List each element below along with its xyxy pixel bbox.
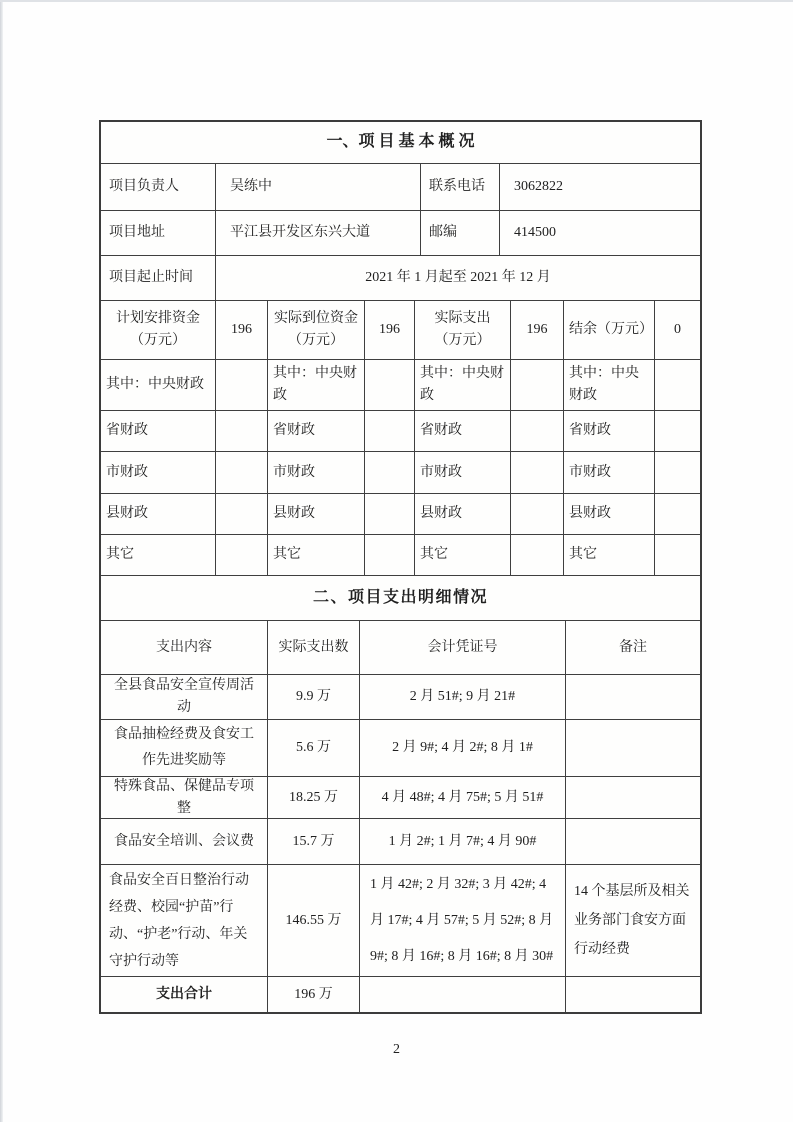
breakdown-value-cell [511,452,564,493]
breakdown-value-cell [655,535,700,575]
expense-vouchers: 2 月 51#; 9 月 21# [360,675,566,719]
breakdown-value-cell [365,411,415,451]
expense-content: 食品安全培训、会议费 [101,819,268,864]
actual-expense-label-line2: （万元） [434,333,491,348]
breakdown-label: 县财政 [268,494,365,534]
breakdown-value-cell [511,494,564,534]
expenditure-row [101,675,700,720]
received-funds-label-line2: （万元） [288,333,344,348]
breakdown-label: 省财政 [268,411,365,451]
expense-content: 特殊食品、保健品专项整 [101,777,268,818]
total-note-cell [566,977,700,1012]
expenditure-row [101,720,700,777]
column-header-amount: 实际支出数 [268,621,360,674]
row-county-finance [101,494,700,535]
breakdown-value-cell [655,360,700,410]
planned-funds-label-line2: （万元） [130,333,186,348]
project-manager-value: 吴练中 [216,164,421,210]
breakdown-label: 市财政 [564,452,655,493]
planned-funds-label [101,301,216,359]
expense-vouchers: 1 月 2#; 1 月 7#; 4 月 90# [360,819,566,864]
breakdown-label: 省财政 [564,411,655,451]
postcode-value: 414500 [514,225,556,241]
expense-note: 14 个基层所及相关业务部门食安方面行动经费 [574,884,690,957]
total-vouchers-cell [360,977,566,1012]
row-municipal-finance [101,452,700,494]
project-manager-label: 项目负责人 [101,164,216,210]
breakdown-value-cell [655,494,700,534]
expenditure-row [101,777,700,819]
row-other-finance [101,535,700,576]
project-address-value: 平江县开发区东兴大道 [216,211,421,255]
breakdown-label: 其中：中央财政 [415,360,511,410]
total-label: 支出合计 [101,977,268,1012]
breakdown-value-cell [365,494,415,534]
expense-vouchers: 2 月 9#; 4 月 2#; 8 月 1# [360,720,566,776]
planned-funds-value: 196 [216,301,268,359]
section1-title: 一、项 目 基 本 概 况 [326,133,475,151]
expense-amount: 5.6 万 [268,720,360,776]
expense-content: 全县食品安全宣传周活动 [101,675,268,719]
breakdown-value-cell [655,452,700,493]
breakdown-label: 县财政 [101,494,216,534]
expense-vouchers: 4 月 48#; 4 月 75#; 5 月 51# [360,777,566,818]
page-number: 2 [393,1042,400,1057]
expense-note [566,819,700,864]
expenditure-row [101,819,700,865]
section2-title: 二、项目支出明细情况 [312,588,488,606]
project-period-label: 项目起止时间 [101,256,216,300]
breakdown-value-cell [216,360,268,410]
row-project-period [101,256,700,301]
expense-amount: 15.7 万 [268,819,360,864]
expense-amount: 18.25 万 [268,777,360,818]
breakdown-label: 市财政 [101,452,216,493]
column-header-content: 支出内容 [101,621,268,674]
breakdown-label: 其中：中央财政 [564,360,655,410]
section2-title-row [101,576,700,621]
planned-funds-label-line1: 计划安排资金 [116,311,200,327]
balance-label: 结余（万元） [564,301,655,359]
breakdown-value-cell [216,411,268,451]
contact-phone-value: 3062822 [514,179,563,195]
expense-amount: 9.9 万 [268,675,360,719]
contact-phone-label: 联系电话 [421,164,500,210]
expenditure-row [101,865,700,977]
breakdown-label: 其中：中央财政 [268,360,365,410]
breakdown-label: 市财政 [415,452,511,493]
received-funds-label-line1: 实际到位资金 [274,311,358,327]
expense-content: 食品安全百日整治行动经费、校园“护苗”行动、“护老”行动、年关守护行动等 [101,865,268,976]
project-period-value: 2021 年 1 月起至 2021 年 12 月 [365,270,551,286]
breakdown-value-cell [511,535,564,575]
column-header-note: 备注 [619,639,647,655]
expense-amount: 146.55 万 [268,865,360,976]
scan-edge-top [0,0,793,2]
expenditure-total-row [101,977,700,1012]
breakdown-label: 其它 [268,535,365,575]
breakdown-value-cell [216,535,268,575]
row-provincial-finance [101,411,700,452]
section1-title-row [101,122,700,164]
row-project-address [101,211,700,256]
postcode-label: 邮编 [421,211,500,255]
breakdown-label: 省财政 [415,411,511,451]
breakdown-value-cell [511,411,564,451]
row-funding-amounts [101,301,700,360]
breakdown-label: 县财政 [564,494,655,534]
breakdown-value-cell [511,360,564,410]
row-central-finance [101,360,700,411]
expense-note [566,720,700,776]
project-address-label: 项目地址 [101,211,216,255]
expense-vouchers: 1 月 42#; 2 月 32#; 3 月 42#; 4 月 17#; 4 月 57#; 5 月 52#; 8 月 9#; 8 月 16#; 8 月 16#; 8 月 30# [360,865,566,976]
breakdown-label: 市财政 [268,452,365,493]
received-funds-label [268,301,365,359]
breakdown-label: 省财政 [101,411,216,451]
expense-note [566,675,700,719]
expense-note [566,777,700,818]
row-project-manager [101,164,700,211]
breakdown-value-cell [216,494,268,534]
breakdown-label: 其它 [415,535,511,575]
breakdown-value-cell [365,360,415,410]
breakdown-label: 其它 [101,535,216,575]
balance-value: 0 [674,322,681,338]
actual-expense-label [415,301,511,359]
expense-content: 食品抽检经费及食安工作先进奖励等 [101,720,268,776]
column-header-voucher: 会计凭证号 [360,621,566,674]
expenditure-header-row [101,621,700,675]
project-report-table [99,120,702,1014]
breakdown-value-cell [365,535,415,575]
breakdown-value-cell [216,452,268,493]
breakdown-value-cell [655,411,700,451]
scan-edge-left [0,0,3,1122]
actual-expense-value: 196 [511,301,564,359]
actual-expense-label-line1: 实际支出 [434,311,491,327]
breakdown-label: 其中：中央财政 [101,360,216,410]
breakdown-label: 县财政 [415,494,511,534]
received-funds-value: 196 [365,301,415,359]
breakdown-value-cell [365,452,415,493]
total-amount: 196 万 [268,977,360,1012]
breakdown-label: 其它 [564,535,655,575]
